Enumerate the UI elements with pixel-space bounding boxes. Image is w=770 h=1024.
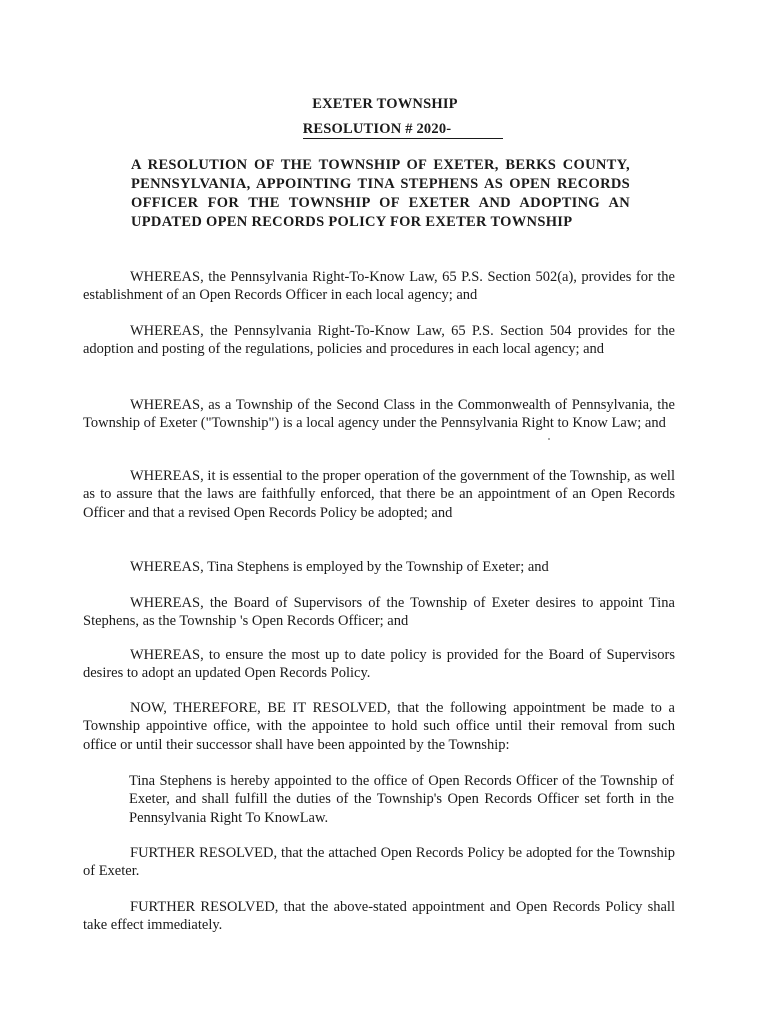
paragraph-text: WHEREAS, the Pennsylvania Right-To-Know Law, 65 P.S. Section 504 provides for the adoption and posting of the regulations, policies and procedures in each local agency; and [83,323,675,358]
paragraph-text: FURTHER RESOLVED, that the above-stated appointment and Open Records Policy shall take effect immediately. [83,899,675,934]
whereas-paragraph-3 [83,396,675,433]
whereas-paragraph-4 [83,467,675,522]
resolution-caption: A RESOLUTION OF THE TOWNSHIP OF EXETER, BERKS COUNTY, PENNSYLVANIA, APPOINTING TINA STEPHENS AS OPEN RECORDS OFFICER FOR THE TOWNSHIP OF EXETER AND ADOPTING AN UPDATED OPEN RECORDS POLICY FOR EXETER TOWNSHIP [131,157,630,230]
whereas-paragraph-7 [83,646,675,683]
paragraph-text: WHEREAS, the Pennsylvania Right-To-Know Law, 65 P.S. Section 502(a), provides for the establishment of an Open Records Officer in each local agency; and [83,269,675,304]
paragraph-text: NOW, THEREFORE, BE IT RESOLVED, that the following appointment be made to a Township appointive office, with the appointee to hold such office until their removal from such office or until their successor shall have been appointed by the Township: [83,700,675,753]
paragraph-text: WHEREAS, the Board of Supervisors of the Township of Exeter desires to appoint Tina Stephens, as the Township 's Open Records Officer; and [83,595,675,630]
whereas-paragraph-5 [83,558,675,576]
whereas-paragraph-6 [83,594,675,631]
further-resolved-paragraph-2 [83,898,675,935]
appointment-block: Tina Stephens is hereby appointed to the office of Open Records Officer of the Township of Exeter, and shall fulfill the duties of the Township's Open Records Officer set forth in the Pennsylvania Right To KnowLaw. [129,773,674,826]
resolved-paragraph [83,699,675,754]
paragraph-text: FURTHER RESOLVED, that the attached Open Records Policy be adopted for the Township of Exeter. [83,845,675,880]
paragraph-text: WHEREAS, to ensure the most up to date policy is provided for the Board of Supervisors desires to adopt an updated Open Records Policy. [83,647,675,682]
further-resolved-paragraph-1 [83,844,675,881]
whereas-paragraph-2 [83,322,675,359]
resolution-number-text: RESOLUTION # 2020- [303,121,504,139]
paragraph-text: WHEREAS, as a Township of the Second Class in the Commonwealth of Pennsylvania, the Township of Exeter ("Township") is a local agency under the Pennsylvania Right to Know Law; and [83,397,675,432]
township-title [0,96,770,113]
township-title-text: EXETER TOWNSHIP [312,96,458,112]
paragraph-text: WHEREAS, Tina Stephens is employed by the Township of Exeter; and [130,559,549,575]
resolution-number [0,121,770,139]
whereas-paragraph-1 [83,268,675,305]
scan-speck [548,438,550,440]
paragraph-text: WHEREAS, it is essential to the proper operation of the government of the Township, as well as to assure that the laws are faithfully enforced, that there be an appointment of an Open Records Officer and that a revised Open Records Policy be adopted; and [83,468,675,521]
